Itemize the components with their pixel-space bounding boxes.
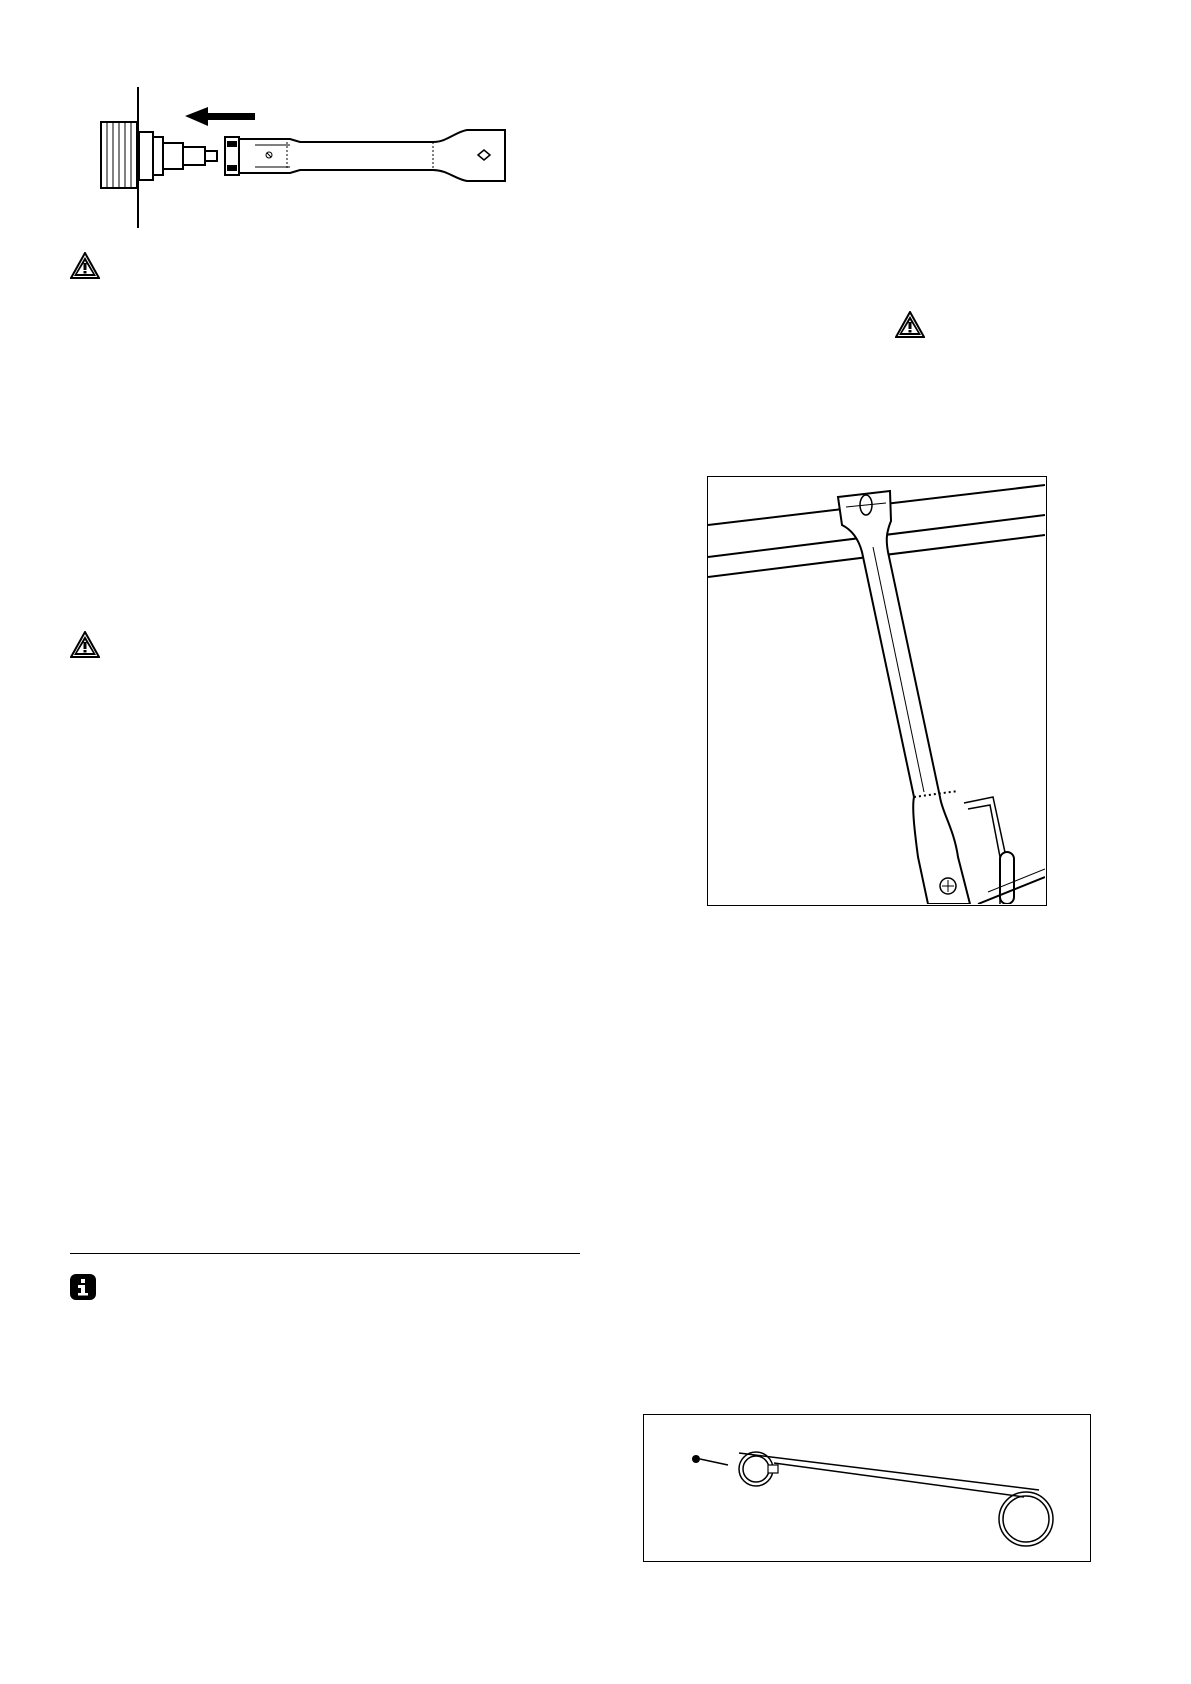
info-icon	[70, 1274, 96, 1300]
spring-wire-figure	[643, 1414, 1091, 1562]
burner-installed-figure	[707, 476, 1047, 906]
section-divider	[70, 1253, 580, 1254]
warning-triangle-icon	[70, 252, 100, 279]
warning-triangle-icon	[895, 311, 925, 338]
burner-valve-figure	[95, 85, 555, 230]
warning-triangle-icon	[70, 631, 100, 658]
